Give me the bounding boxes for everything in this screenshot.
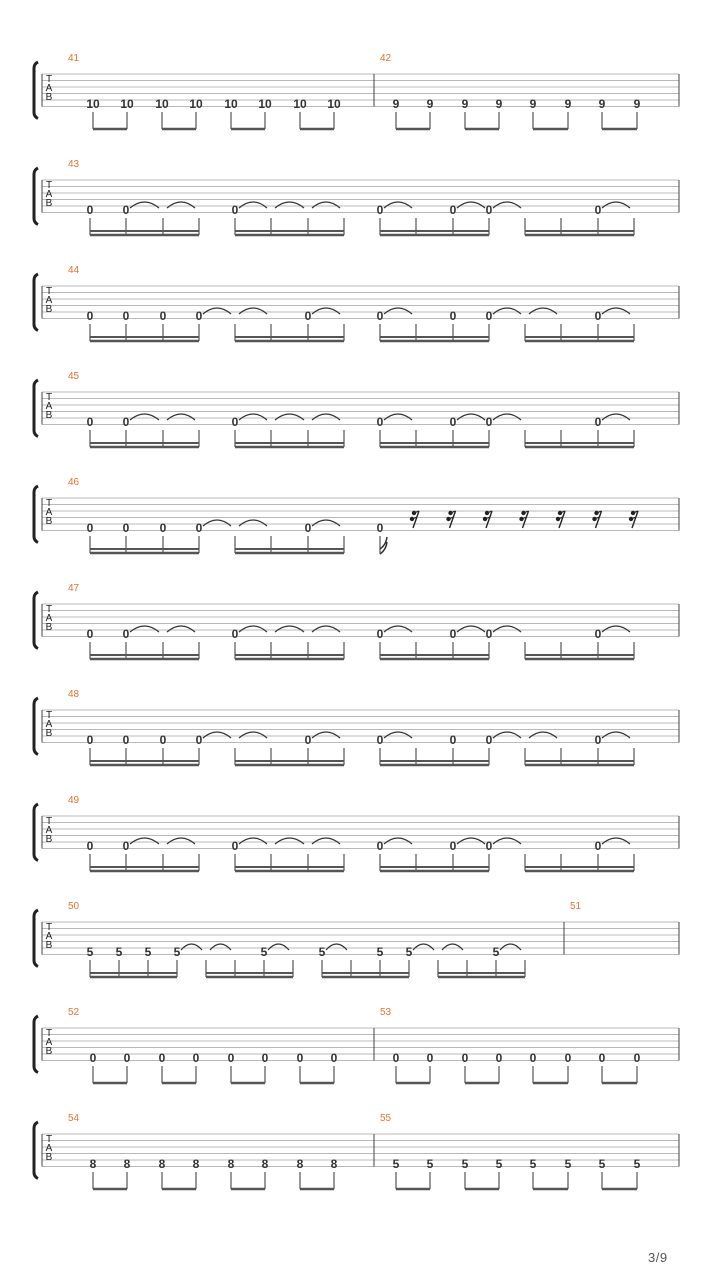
fret-number: 5: [495, 1157, 503, 1171]
tie: [500, 944, 521, 950]
system-bracket: [34, 592, 38, 649]
tab-clef-letter: A: [45, 507, 53, 518]
tab-clef-letter: T: [45, 74, 53, 85]
fret-number: 0: [594, 203, 602, 217]
fret-number: 8: [123, 1157, 131, 1171]
tie: [529, 732, 557, 738]
measure-number: 54: [68, 1113, 80, 1124]
tie: [493, 838, 521, 844]
tie: [602, 626, 630, 632]
fret-number: 9: [392, 97, 400, 111]
tie: [167, 202, 195, 208]
fret-number: 0: [86, 203, 94, 217]
fret-number: 0: [304, 521, 312, 535]
tie: [239, 520, 267, 526]
fret-number: 0: [485, 415, 493, 429]
fret-number: 0: [86, 733, 94, 747]
tab-clef-letter: A: [45, 83, 53, 94]
fret-number: 0: [227, 1051, 235, 1065]
tab-clef-letter: A: [45, 1037, 53, 1048]
measure-number: 51: [570, 901, 582, 912]
tab-clef-letter: T: [45, 604, 53, 615]
tab-clef-letter: T: [45, 1134, 53, 1145]
fret-number: 5: [405, 945, 413, 959]
fret-number: 0: [594, 733, 602, 747]
tab-system: [34, 901, 679, 977]
fret-number: 9: [598, 97, 606, 111]
fret-number: 9: [426, 97, 434, 111]
fret-number: 0: [159, 521, 167, 535]
tab-clef-letter: A: [45, 931, 53, 942]
fret-number: 0: [122, 733, 130, 747]
measure-number: 49: [68, 795, 80, 806]
tie: [239, 414, 267, 420]
fret-number: 0: [461, 1051, 469, 1065]
tab-clef-letter: B: [45, 1046, 53, 1057]
tie: [384, 308, 412, 314]
fret-number: 0: [594, 309, 602, 323]
fret-number: 0: [231, 627, 239, 641]
fret-number: 0: [376, 627, 384, 641]
fret-number: 8: [296, 1157, 304, 1171]
measure-number: 45: [68, 371, 80, 382]
fret-number: 9: [495, 97, 503, 111]
tie: [384, 202, 412, 208]
tie: [181, 944, 202, 950]
tab-clef-letter: T: [45, 286, 53, 297]
tie: [239, 202, 267, 208]
system-bracket: [34, 380, 38, 437]
tab-clef-letter: A: [45, 295, 53, 306]
tie: [413, 944, 434, 950]
measure-number: 46: [68, 477, 80, 488]
tab-system: [34, 371, 679, 447]
tab-clef-letter: T: [45, 392, 53, 403]
fret-number: 0: [449, 415, 457, 429]
fret-number: 8: [227, 1157, 235, 1171]
tab-system: [34, 53, 679, 129]
fret-number: 0: [159, 309, 167, 323]
fret-number: 5: [598, 1157, 606, 1171]
sixteenth-rest: [592, 511, 601, 528]
tab-clef-letter: B: [45, 834, 53, 845]
tie: [457, 626, 485, 632]
tab-clef-letter: A: [45, 825, 53, 836]
fret-number: 9: [461, 97, 469, 111]
fret-number: 0: [296, 1051, 304, 1065]
fret-number: 5: [260, 945, 268, 959]
tie: [602, 732, 630, 738]
tab-clef-letter: A: [45, 613, 53, 624]
sixteenth-rest: [556, 511, 565, 528]
fret-number: 0: [594, 839, 602, 853]
fret-number: 0: [122, 839, 130, 853]
fret-number: 8: [330, 1157, 338, 1171]
tab-clef-letter: T: [45, 1028, 53, 1039]
tie: [384, 626, 412, 632]
tie: [268, 944, 289, 950]
tab-clef-letter: A: [45, 401, 53, 412]
sixteenth-rest: [483, 511, 492, 528]
fret-number: 10: [224, 97, 238, 111]
measure-number: 52: [68, 1007, 80, 1018]
fret-number: 0: [564, 1051, 572, 1065]
system-bracket: [34, 910, 38, 967]
fret-number: 0: [304, 309, 312, 323]
tie: [239, 308, 267, 314]
fret-number: 0: [485, 733, 493, 747]
fret-number: 10: [86, 97, 100, 111]
fret-number: 5: [492, 945, 500, 959]
sixteenth-rest: [446, 511, 455, 528]
fret-number: 0: [330, 1051, 338, 1065]
tie: [203, 308, 231, 314]
system-bracket: [34, 62, 38, 119]
tie: [442, 944, 463, 950]
tie: [275, 414, 304, 420]
fret-number: 10: [155, 97, 169, 111]
tie: [312, 202, 340, 208]
tie: [275, 838, 304, 844]
tab-clef-letter: A: [45, 1143, 53, 1154]
tie: [493, 626, 521, 632]
fret-number: 5: [115, 945, 123, 959]
fret-number: 5: [144, 945, 152, 959]
tab-system: [34, 1113, 679, 1189]
tab-clef-letter: T: [45, 498, 53, 509]
tie: [239, 626, 267, 632]
tab-clef-letter: B: [45, 622, 53, 633]
fret-number: 0: [158, 1051, 166, 1065]
tie: [602, 838, 630, 844]
tie: [602, 202, 630, 208]
fret-number: 0: [231, 203, 239, 217]
tab-system: [34, 159, 679, 235]
tie: [239, 838, 267, 844]
fret-number: 0: [633, 1051, 641, 1065]
fret-number: 9: [529, 97, 537, 111]
tie: [602, 308, 630, 314]
tie: [130, 626, 159, 632]
tie: [312, 626, 340, 632]
sixteenth-rest: [519, 511, 528, 528]
tie: [275, 626, 304, 632]
fret-number: 0: [376, 733, 384, 747]
fret-number: 8: [261, 1157, 269, 1171]
fret-number: 0: [449, 733, 457, 747]
fret-number: 0: [392, 1051, 400, 1065]
tie: [312, 838, 340, 844]
fret-number: 5: [564, 1157, 572, 1171]
tie: [312, 732, 340, 738]
fret-number: 8: [158, 1157, 166, 1171]
fret-number: 0: [485, 627, 493, 641]
fret-number: 8: [192, 1157, 200, 1171]
fret-number: 10: [189, 97, 203, 111]
tab-clef-letter: B: [45, 728, 53, 739]
fret-number: 0: [89, 1051, 97, 1065]
fret-number: 0: [195, 521, 203, 535]
fret-number: 0: [529, 1051, 537, 1065]
fret-number: 0: [449, 839, 457, 853]
tie: [493, 414, 521, 420]
fret-number: 0: [122, 415, 130, 429]
fret-number: 0: [598, 1051, 606, 1065]
fret-number: 5: [529, 1157, 537, 1171]
fret-number: 0: [122, 521, 130, 535]
tie: [275, 202, 304, 208]
fret-number: 8: [89, 1157, 97, 1171]
fret-number: 0: [426, 1051, 434, 1065]
fret-number: 5: [426, 1157, 434, 1171]
tab-clef-letter: B: [45, 410, 53, 421]
tie: [130, 838, 159, 844]
fret-number: 0: [231, 415, 239, 429]
tab-system: [34, 265, 679, 341]
fret-number: 0: [122, 203, 130, 217]
tie: [130, 202, 159, 208]
tie: [312, 520, 340, 526]
tab-clef-letter: A: [45, 189, 53, 200]
tie: [493, 732, 521, 738]
tab-clef-letter: A: [45, 719, 53, 730]
fret-number: 5: [318, 945, 326, 959]
fret-number: 10: [120, 97, 134, 111]
tie: [457, 838, 485, 844]
fret-number: 5: [392, 1157, 400, 1171]
tie: [210, 944, 231, 950]
fret-number: 0: [376, 839, 384, 853]
system-bracket: [34, 1016, 38, 1073]
measure-number: 50: [68, 901, 80, 912]
fret-number: 0: [86, 627, 94, 641]
fret-number: 10: [327, 97, 341, 111]
tie: [203, 520, 231, 526]
tie: [326, 944, 347, 950]
tab-clef-letter: B: [45, 940, 53, 951]
tie: [167, 414, 195, 420]
fret-number: 0: [261, 1051, 269, 1065]
tab-system: [34, 477, 679, 554]
fret-number: 0: [449, 203, 457, 217]
fret-number: 9: [633, 97, 641, 111]
fret-number: 0: [159, 733, 167, 747]
fret-number: 0: [86, 839, 94, 853]
measure-number: 44: [68, 265, 80, 276]
tab-clef-letter: B: [45, 198, 53, 209]
tie: [167, 626, 195, 632]
tab-clef-letter: T: [45, 816, 53, 827]
measure-number: 43: [68, 159, 80, 170]
measure-number: 53: [380, 1007, 392, 1018]
tie: [384, 414, 412, 420]
tab-clef-letter: T: [45, 922, 53, 933]
fret-number: 0: [495, 1051, 503, 1065]
tie: [457, 202, 485, 208]
tie: [312, 414, 340, 420]
tie: [493, 202, 521, 208]
tie: [312, 308, 340, 314]
fret-number: 0: [594, 415, 602, 429]
sixteenth-rest: [410, 511, 419, 528]
fret-number: 0: [122, 309, 130, 323]
fret-number: 10: [258, 97, 272, 111]
tab-clef-letter: B: [45, 304, 53, 315]
system-bracket: [34, 698, 38, 755]
tab-clef-letter: B: [45, 516, 53, 527]
fret-number: 0: [122, 627, 130, 641]
fret-number: 5: [376, 945, 384, 959]
tie: [167, 838, 195, 844]
fret-number: 0: [376, 415, 384, 429]
measure-number: 42: [380, 53, 392, 64]
tab-system: [34, 689, 679, 765]
tie: [529, 308, 557, 314]
note-flag: [380, 537, 387, 554]
fret-number: 5: [633, 1157, 641, 1171]
fret-number: 0: [231, 839, 239, 853]
tab-clef-letter: B: [45, 92, 53, 103]
sixteenth-rest: [629, 511, 638, 528]
tie: [602, 414, 630, 420]
measure-number: 41: [68, 53, 80, 64]
tie: [384, 838, 412, 844]
fret-number: 10: [293, 97, 307, 111]
fret-number: 0: [195, 309, 203, 323]
system-bracket: [34, 804, 38, 861]
fret-number: 0: [192, 1051, 200, 1065]
fret-number: 0: [195, 733, 203, 747]
fret-number: 0: [376, 309, 384, 323]
measure-number: 47: [68, 583, 80, 594]
fret-number: 0: [86, 309, 94, 323]
tab-clef-letter: T: [45, 180, 53, 191]
tab-system: [34, 583, 679, 659]
fret-number: 5: [461, 1157, 469, 1171]
fret-number: 0: [449, 627, 457, 641]
tie: [203, 732, 231, 738]
fret-number: 9: [564, 97, 572, 111]
fret-number: 0: [86, 415, 94, 429]
fret-number: 5: [86, 945, 94, 959]
tab-system: [34, 1007, 679, 1083]
page-number: 3/9: [648, 1250, 668, 1265]
tie: [493, 308, 521, 314]
fret-number: 0: [376, 521, 384, 535]
system-bracket: [34, 274, 38, 331]
fret-number: 0: [376, 203, 384, 217]
fret-number: 0: [123, 1051, 131, 1065]
measure-number: 55: [380, 1113, 392, 1124]
fret-number: 0: [449, 309, 457, 323]
fret-number: 0: [485, 839, 493, 853]
fret-number: 5: [173, 945, 181, 959]
fret-number: 0: [485, 203, 493, 217]
tie: [384, 732, 412, 738]
tab-clef-letter: T: [45, 710, 53, 721]
tab-system: [34, 795, 679, 871]
measure-number: 48: [68, 689, 80, 700]
fret-number: 0: [86, 521, 94, 535]
system-bracket: [34, 1122, 38, 1179]
fret-number: 0: [594, 627, 602, 641]
fret-number: 0: [485, 309, 493, 323]
system-bracket: [34, 168, 38, 225]
system-bracket: [34, 486, 38, 543]
tie: [130, 414, 159, 420]
fret-number: 0: [304, 733, 312, 747]
tie: [239, 732, 267, 738]
tab-clef-letter: B: [45, 1152, 53, 1163]
tie: [457, 414, 485, 420]
